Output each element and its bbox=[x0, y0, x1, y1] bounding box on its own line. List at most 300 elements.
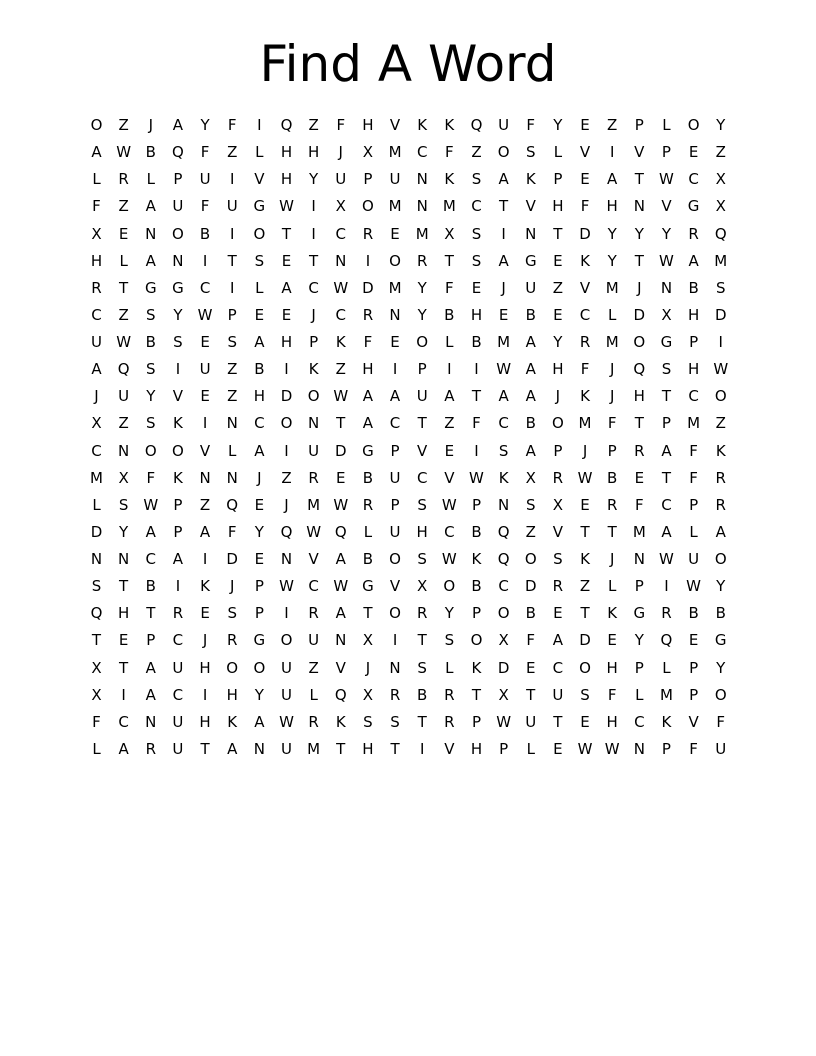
grid-letter: C bbox=[335, 305, 346, 324]
grid-letter: G bbox=[633, 604, 646, 623]
grid-letter: P bbox=[254, 604, 264, 623]
grid-letter: F bbox=[227, 522, 237, 541]
grid-letter: V bbox=[661, 197, 672, 216]
grid-letter: R bbox=[226, 631, 238, 650]
grid-letter: A bbox=[525, 333, 536, 351]
grid-letter: L bbox=[689, 522, 698, 541]
grid-letter: W bbox=[659, 550, 674, 568]
grid-letter: Y bbox=[553, 116, 563, 134]
grid-letter: K bbox=[335, 712, 346, 731]
grid-letter: E bbox=[118, 224, 129, 243]
grid-letter: E bbox=[281, 305, 292, 324]
grid-letter: W bbox=[279, 197, 294, 216]
grid-letter: A bbox=[688, 251, 699, 270]
grid-letter: W bbox=[197, 305, 213, 324]
grid-letter: R bbox=[308, 468, 319, 487]
grid-letter: K bbox=[173, 468, 183, 487]
grid-letter: I bbox=[392, 360, 398, 379]
grid-letter: I bbox=[175, 360, 181, 379]
grid-letter: U bbox=[715, 739, 727, 758]
grid-letter: P bbox=[607, 441, 617, 460]
grid-letter: O bbox=[253, 224, 266, 243]
grid-letter: O bbox=[579, 658, 591, 677]
grid-letter: X bbox=[335, 197, 346, 216]
grid-letter: I bbox=[202, 550, 208, 568]
grid-letter: B bbox=[362, 550, 374, 568]
grid-letter: X bbox=[91, 658, 102, 677]
grid-letter: V bbox=[335, 658, 346, 677]
grid-letter: E bbox=[580, 712, 590, 731]
grid-letter: H bbox=[416, 522, 428, 541]
grid-letter: T bbox=[471, 685, 482, 704]
grid-letter: W bbox=[116, 333, 132, 351]
grid-letter: E bbox=[444, 441, 455, 460]
grid-letter: S bbox=[417, 550, 427, 568]
grid-letter: M bbox=[632, 522, 646, 541]
grid-letter: I bbox=[121, 685, 126, 704]
grid-letter: R bbox=[715, 468, 726, 487]
grid-letter: W bbox=[306, 522, 322, 541]
grid-letter: K bbox=[173, 414, 183, 433]
grid-letter: A bbox=[715, 522, 726, 541]
grid-letter: C bbox=[688, 387, 699, 406]
grid-letter: A bbox=[118, 739, 129, 758]
grid-letter: W bbox=[116, 143, 132, 162]
grid-letter: W bbox=[441, 550, 457, 568]
grid-letter: B bbox=[688, 278, 699, 297]
grid-letter: T bbox=[499, 197, 509, 216]
grid-letter: T bbox=[471, 387, 482, 406]
grid-letter: I bbox=[257, 116, 262, 134]
grid-letter: A bbox=[254, 712, 265, 731]
grid-letter: S bbox=[146, 305, 156, 324]
grid-letter: K bbox=[715, 441, 726, 460]
grid-letter: E bbox=[254, 495, 265, 514]
grid-letter: P bbox=[661, 414, 671, 433]
grid-letter: W bbox=[713, 360, 729, 379]
grid-letter: H bbox=[606, 197, 618, 216]
grid-letter: U bbox=[199, 360, 211, 379]
grid-letter: B bbox=[525, 305, 536, 324]
grid-letter: H bbox=[633, 387, 645, 406]
grid-letter: P bbox=[553, 441, 563, 460]
grid-letter: O bbox=[90, 116, 103, 134]
grid-letter: Z bbox=[118, 305, 129, 324]
grid-letter: U bbox=[91, 333, 102, 351]
grid-letter: J bbox=[229, 577, 235, 596]
grid-letter: J bbox=[609, 387, 615, 406]
grid-letter: E bbox=[336, 468, 346, 487]
grid-letter: R bbox=[172, 604, 184, 623]
grid-letter: C bbox=[634, 712, 645, 731]
grid-letter: B bbox=[471, 333, 482, 351]
grid-letter: M bbox=[388, 278, 402, 297]
grid-letter: V bbox=[444, 739, 455, 758]
grid-letter: M bbox=[605, 333, 619, 351]
grid-letter: H bbox=[199, 658, 211, 677]
grid-letter: J bbox=[94, 387, 99, 406]
grid-letter: K bbox=[200, 577, 210, 596]
grid-letter: M bbox=[442, 197, 456, 216]
grid-letter: O bbox=[633, 333, 646, 351]
grid-letter: X bbox=[498, 685, 509, 704]
grid-letter: Q bbox=[172, 143, 184, 162]
grid-letter: R bbox=[634, 441, 645, 460]
grid-letter: S bbox=[661, 360, 672, 379]
grid-letter: P bbox=[390, 441, 400, 460]
grid-letter: N bbox=[633, 739, 645, 758]
grid-letter: X bbox=[91, 685, 102, 704]
grid-letter: F bbox=[526, 116, 536, 134]
word-search-grid bbox=[83, 112, 734, 763]
grid-letter: Y bbox=[254, 522, 264, 541]
grid-letter: B bbox=[254, 360, 265, 379]
grid-letter: N bbox=[253, 739, 265, 758]
grid-letter: E bbox=[688, 143, 699, 162]
grid-letter: Y bbox=[309, 170, 319, 189]
grid-letter: I bbox=[284, 360, 289, 379]
grid-letter: Q bbox=[90, 604, 103, 623]
grid-letter: T bbox=[553, 712, 563, 731]
grid-letter: A bbox=[444, 387, 455, 406]
grid-letter: A bbox=[227, 739, 238, 758]
grid-letter: C bbox=[471, 197, 482, 216]
grid-letter: N bbox=[145, 712, 157, 731]
grid-letter: S bbox=[553, 550, 563, 568]
grid-letter: C bbox=[444, 522, 455, 541]
grid-letter: D bbox=[280, 387, 293, 406]
grid-letter: C bbox=[254, 414, 265, 433]
grid-letter: S bbox=[417, 658, 427, 677]
grid-letter: H bbox=[687, 360, 700, 379]
grid-letter: P bbox=[689, 685, 699, 704]
grid-letter: U bbox=[280, 739, 292, 758]
grid-letter: H bbox=[280, 143, 293, 162]
grid-letter: F bbox=[472, 414, 481, 433]
grid-letter: N bbox=[118, 441, 130, 460]
grid-letter: A bbox=[145, 197, 156, 216]
grid-letter: C bbox=[308, 577, 319, 596]
grid-letter: P bbox=[689, 658, 699, 677]
grid-letter: W bbox=[143, 495, 159, 514]
grid-letter: C bbox=[416, 143, 428, 162]
grid-letter: W bbox=[659, 251, 674, 270]
grid-letter: P bbox=[661, 143, 671, 162]
grid-letter: E bbox=[553, 305, 563, 324]
grid-letter: T bbox=[200, 739, 210, 758]
grid-letter: N bbox=[226, 468, 238, 487]
grid-letter: X bbox=[715, 197, 726, 216]
grid-letter: V bbox=[634, 143, 645, 162]
grid-letter: L bbox=[255, 143, 264, 162]
grid-letter: U bbox=[226, 197, 238, 216]
grid-letter: N bbox=[633, 550, 645, 568]
grid-letter: P bbox=[254, 577, 264, 596]
grid-letter: V bbox=[389, 116, 401, 134]
grid-letter: V bbox=[525, 197, 536, 216]
grid-letter: X bbox=[498, 631, 509, 650]
grid-letter: A bbox=[498, 387, 509, 406]
grid-letter: P bbox=[634, 116, 644, 134]
grid-letter: I bbox=[229, 170, 235, 189]
grid-letter: M bbox=[415, 224, 429, 243]
grid-letter: S bbox=[173, 333, 183, 351]
grid-letter: R bbox=[416, 604, 428, 623]
grid-letter: X bbox=[118, 468, 129, 487]
grid-letter: K bbox=[308, 360, 319, 379]
grid-letter: A bbox=[498, 170, 509, 189]
grid-letter: W bbox=[469, 468, 484, 487]
grid-letter: K bbox=[525, 170, 536, 189]
grid-letter: G bbox=[172, 278, 184, 297]
grid-letter: U bbox=[389, 522, 401, 541]
grid-letter: T bbox=[336, 739, 346, 758]
grid-letter: E bbox=[688, 631, 699, 650]
grid-letter: A bbox=[145, 685, 156, 704]
grid-letter: O bbox=[497, 604, 510, 623]
grid-letter: T bbox=[281, 224, 292, 243]
grid-letter: T bbox=[444, 251, 454, 270]
grid-letter: U bbox=[118, 387, 130, 406]
grid-letter: F bbox=[200, 143, 210, 162]
grid-letter: R bbox=[308, 604, 319, 623]
grid-letter: Y bbox=[173, 305, 183, 324]
grid-letter: A bbox=[362, 387, 374, 406]
grid-letter: L bbox=[445, 658, 454, 677]
grid-letter: A bbox=[145, 251, 156, 270]
grid-letter: L bbox=[445, 333, 454, 351]
grid-letter: F bbox=[336, 116, 346, 134]
grid-letter: M bbox=[605, 278, 619, 297]
grid-letter: H bbox=[552, 197, 564, 216]
grid-letter: T bbox=[661, 468, 672, 487]
grid-letter: C bbox=[199, 278, 211, 297]
grid-letter: T bbox=[607, 522, 617, 541]
grid-letter: I bbox=[392, 631, 398, 650]
grid-letter: F bbox=[227, 116, 237, 134]
grid-letter: C bbox=[91, 305, 102, 324]
grid-letter: O bbox=[226, 658, 239, 677]
grid-letter: V bbox=[688, 712, 699, 731]
grid-letter: Q bbox=[633, 360, 646, 379]
grid-letter: U bbox=[280, 658, 292, 677]
grid-letter: Z bbox=[118, 197, 129, 216]
grid-letter: S bbox=[525, 143, 536, 162]
grid-letter: J bbox=[609, 550, 615, 568]
grid-letter: Q bbox=[280, 522, 293, 541]
grid-letter: I bbox=[311, 224, 316, 243]
grid-letter: Q bbox=[280, 116, 293, 134]
grid-letter: P bbox=[553, 170, 563, 189]
grid-letter: D bbox=[334, 441, 347, 460]
grid-letter: F bbox=[363, 333, 373, 351]
grid-letter: E bbox=[471, 278, 482, 297]
grid-letter: R bbox=[362, 224, 374, 243]
grid-letter: I bbox=[474, 360, 479, 379]
grid-letter: J bbox=[609, 360, 615, 379]
grid-letter: I bbox=[202, 251, 208, 270]
grid-letter: U bbox=[525, 712, 537, 731]
grid-letter: O bbox=[443, 577, 456, 596]
grid-letter: A bbox=[335, 604, 346, 623]
grid-letter: E bbox=[526, 658, 536, 677]
grid-letter: D bbox=[497, 658, 510, 677]
grid-letter: O bbox=[253, 658, 266, 677]
grid-letter: H bbox=[118, 604, 130, 623]
grid-letter: J bbox=[501, 278, 506, 297]
grid-letter: R bbox=[552, 577, 564, 596]
grid-letter: U bbox=[280, 685, 292, 704]
grid-letter: N bbox=[416, 170, 428, 189]
grid-letter: E bbox=[607, 631, 617, 650]
grid-letter: F bbox=[580, 360, 590, 379]
grid-letter: Q bbox=[334, 685, 347, 704]
grid-letter: T bbox=[553, 224, 563, 243]
grid-letter: G bbox=[144, 278, 157, 297]
grid-letter: C bbox=[172, 631, 184, 650]
grid-letter: W bbox=[659, 170, 674, 189]
grid-letter: Z bbox=[335, 360, 346, 379]
grid-letter: Z bbox=[444, 414, 455, 433]
grid-letter: Y bbox=[661, 224, 672, 243]
grid-letter: J bbox=[582, 441, 588, 460]
grid-letter: X bbox=[715, 170, 726, 189]
grid-letter: J bbox=[338, 143, 343, 162]
grid-letter: D bbox=[714, 305, 727, 324]
grid-letter: E bbox=[200, 387, 210, 406]
grid-letter: C bbox=[416, 468, 428, 487]
grid-letter: Z bbox=[308, 116, 319, 134]
grid-letter: V bbox=[254, 170, 265, 189]
grid-letter: C bbox=[91, 441, 102, 460]
grid-letter: P bbox=[173, 522, 183, 541]
grid-letter: X bbox=[91, 414, 102, 433]
grid-letter: E bbox=[390, 333, 400, 351]
grid-letter: U bbox=[389, 170, 401, 189]
grid-letter: B bbox=[471, 522, 482, 541]
grid-letter: I bbox=[501, 224, 506, 243]
grid-letter: Z bbox=[471, 143, 482, 162]
grid-letter: L bbox=[553, 143, 563, 162]
grid-letter: T bbox=[580, 604, 590, 623]
grid-letter: J bbox=[284, 495, 289, 514]
grid-letter: H bbox=[470, 305, 483, 324]
grid-letter: K bbox=[471, 550, 482, 568]
grid-letter: V bbox=[417, 441, 428, 460]
grid-letter: O bbox=[172, 441, 184, 460]
grid-letter: Y bbox=[607, 224, 617, 243]
grid-letter: S bbox=[118, 495, 129, 514]
grid-letter: P bbox=[417, 360, 427, 379]
grid-letter: R bbox=[118, 170, 129, 189]
grid-letter: O bbox=[307, 387, 320, 406]
grid-letter: G bbox=[714, 631, 727, 650]
grid-letter: Z bbox=[281, 468, 292, 487]
grid-letter: P bbox=[634, 658, 644, 677]
grid-letter: Z bbox=[227, 143, 238, 162]
grid-letter: L bbox=[146, 170, 155, 189]
grid-letter: T bbox=[91, 631, 102, 650]
grid-letter: N bbox=[389, 305, 401, 324]
grid-letter: K bbox=[580, 550, 590, 568]
grid-letter: R bbox=[579, 333, 591, 351]
grid-letter: C bbox=[308, 278, 319, 297]
grid-letter: L bbox=[526, 739, 535, 758]
grid-letter: A bbox=[525, 387, 536, 406]
grid-letter: Z bbox=[525, 522, 536, 541]
grid-letter: N bbox=[280, 550, 293, 568]
grid-letter: H bbox=[687, 305, 700, 324]
grid-letter: K bbox=[444, 116, 455, 134]
grid-letter: G bbox=[660, 333, 673, 351]
grid-letter: S bbox=[227, 333, 237, 351]
grid-letter: A bbox=[362, 414, 374, 433]
grid-letter: S bbox=[146, 414, 156, 433]
grid-letter: J bbox=[311, 305, 316, 324]
grid-letter: H bbox=[606, 712, 618, 731]
grid-letter: S bbox=[254, 251, 265, 270]
grid-letter: Q bbox=[226, 495, 239, 514]
grid-letter: J bbox=[202, 631, 208, 650]
grid-letter: C bbox=[579, 305, 591, 324]
grid-letter: R bbox=[362, 495, 374, 514]
grid-letter: Y bbox=[634, 224, 644, 243]
grid-letter: S bbox=[715, 278, 726, 297]
grid-letter: S bbox=[417, 495, 427, 514]
grid-letter: J bbox=[365, 658, 371, 677]
grid-letter: S bbox=[498, 441, 509, 460]
grid-letter: J bbox=[148, 116, 153, 134]
grid-letter: E bbox=[281, 251, 292, 270]
grid-letter: U bbox=[199, 170, 211, 189]
grid-letter: L bbox=[662, 116, 671, 134]
grid-letter: U bbox=[498, 116, 510, 134]
grid-letter: O bbox=[524, 550, 537, 568]
grid-letter: I bbox=[609, 143, 615, 162]
grid-letter: P bbox=[471, 604, 481, 623]
grid-letter: R bbox=[688, 224, 699, 243]
grid-letter: F bbox=[526, 631, 536, 650]
grid-letter: A bbox=[498, 251, 509, 270]
grid-letter: K bbox=[661, 712, 672, 731]
grid-letter: Y bbox=[254, 685, 264, 704]
grid-letter: R bbox=[444, 712, 455, 731]
grid-letter: A bbox=[199, 522, 211, 541]
grid-letter: H bbox=[280, 170, 293, 189]
grid-letter: U bbox=[172, 739, 184, 758]
grid-letter: R bbox=[308, 712, 319, 731]
grid-letter: P bbox=[634, 577, 644, 596]
grid-letter: Y bbox=[716, 658, 726, 677]
grid-letter: N bbox=[416, 197, 428, 216]
grid-letter: A bbox=[91, 143, 102, 162]
grid-letter: W bbox=[604, 739, 620, 758]
grid-letter: T bbox=[661, 387, 672, 406]
grid-letter: U bbox=[416, 387, 428, 406]
grid-letter: K bbox=[227, 712, 238, 731]
grid-letter: O bbox=[280, 631, 293, 650]
grid-letter: B bbox=[145, 577, 156, 596]
grid-letter: Y bbox=[417, 278, 427, 297]
grid-letter: W bbox=[333, 495, 349, 514]
grid-letter: U bbox=[172, 712, 184, 731]
grid-letter: I bbox=[175, 577, 181, 596]
grid-letter: Z bbox=[199, 495, 211, 514]
grid-letter: L bbox=[92, 739, 101, 758]
grid-letter: L bbox=[119, 251, 128, 270]
grid-letter: H bbox=[362, 360, 374, 379]
grid-letter: U bbox=[389, 468, 401, 487]
